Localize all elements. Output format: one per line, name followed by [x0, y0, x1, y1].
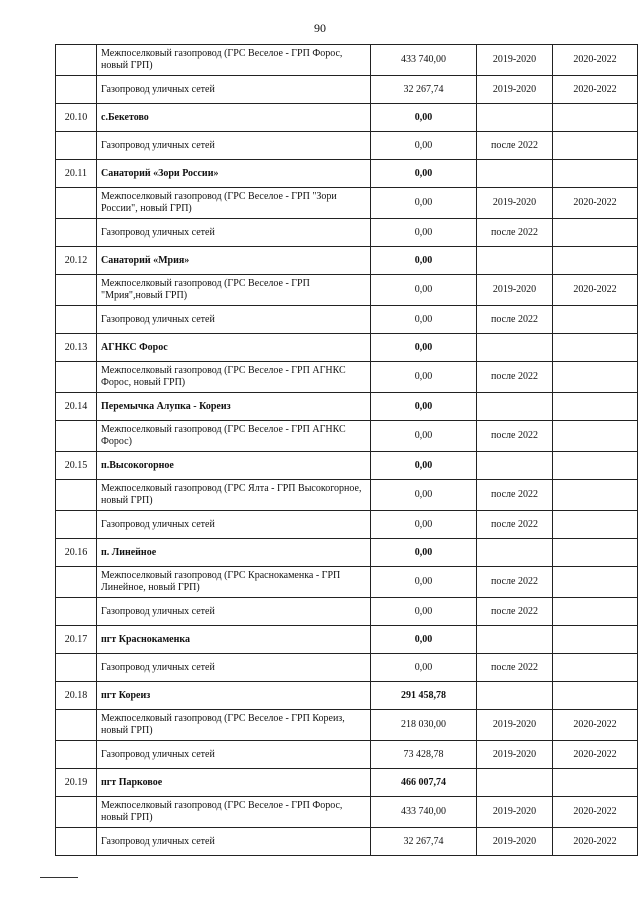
build-years: 2020-2022: [553, 797, 638, 828]
section-row: [56, 539, 638, 567]
row-number: [56, 710, 97, 741]
cost-value: 0,00: [371, 598, 477, 626]
cost-value: 0,00: [371, 160, 477, 188]
build-years: [553, 539, 638, 567]
design-years: 2019-2020: [477, 797, 553, 828]
design-years: после 2022: [477, 598, 553, 626]
design-years: [477, 682, 553, 710]
design-years: 2019-2020: [477, 741, 553, 769]
object-name: Перемычка Алупка - Кореиз: [97, 393, 371, 421]
row-number: [56, 306, 97, 334]
design-years: после 2022: [477, 132, 553, 160]
row-number: [56, 828, 97, 856]
cost-value: 433 740,00: [371, 45, 477, 76]
row-number: [56, 275, 97, 306]
table-body: [56, 45, 638, 856]
cost-value: 466 007,74: [371, 769, 477, 797]
table-row: [56, 511, 638, 539]
object-name: Межпоселковый газопровод (ГРС Веселое - ГРП АГНКС Форос, новый ГРП): [97, 362, 371, 393]
row-number: 20.19: [56, 769, 97, 797]
design-years: [477, 104, 553, 132]
design-years: после 2022: [477, 567, 553, 598]
cost-value: 32 267,74: [371, 828, 477, 856]
row-number: 20.14: [56, 393, 97, 421]
design-years: [477, 247, 553, 275]
build-years: [553, 219, 638, 247]
row-number: [56, 362, 97, 393]
build-years: [553, 769, 638, 797]
design-years: 2019-2020: [477, 45, 553, 76]
row-number: [56, 654, 97, 682]
page-number: 90: [314, 21, 326, 35]
build-years: [553, 247, 638, 275]
table-row: [56, 480, 638, 511]
build-years: 2020-2022: [553, 76, 638, 104]
row-number: 20.10: [56, 104, 97, 132]
cost-value: 0,00: [371, 511, 477, 539]
object-name: Межпоселковый газопровод (ГРС Веселое - ГРП "Зори России", новый ГРП): [97, 188, 371, 219]
row-number: [56, 76, 97, 104]
row-number: [56, 511, 97, 539]
row-number: 20.17: [56, 626, 97, 654]
row-number: 20.16: [56, 539, 97, 567]
table-row: [56, 567, 638, 598]
table-row: [56, 710, 638, 741]
build-years: 2020-2022: [553, 188, 638, 219]
design-years: 2019-2020: [477, 188, 553, 219]
row-number: [56, 797, 97, 828]
row-number: [56, 421, 97, 452]
table-row: [56, 306, 638, 334]
design-years: после 2022: [477, 362, 553, 393]
table-row: [56, 275, 638, 306]
object-name: Межпоселковый газопровод (ГРС Веселое - ГРП Форос, новый ГРП): [97, 797, 371, 828]
design-years: после 2022: [477, 306, 553, 334]
footnote-divider: [40, 877, 78, 878]
design-years: после 2022: [477, 219, 553, 247]
design-years: 2019-2020: [477, 275, 553, 306]
object-name: Газопровод уличных сетей: [97, 741, 371, 769]
row-number: [56, 567, 97, 598]
object-name: п. Линейное: [97, 539, 371, 567]
object-name: с.Бекетово: [97, 104, 371, 132]
object-name: пгт Краснокаменка: [97, 626, 371, 654]
table-row: [56, 797, 638, 828]
table-row: [56, 421, 638, 452]
table-row: [56, 45, 638, 76]
design-years: после 2022: [477, 511, 553, 539]
build-years: [553, 654, 638, 682]
cost-value: 0,00: [371, 219, 477, 247]
build-years: [553, 306, 638, 334]
build-years: [553, 132, 638, 160]
object-name: Газопровод уличных сетей: [97, 654, 371, 682]
design-years: [477, 769, 553, 797]
build-years: [553, 480, 638, 511]
cost-value: 0,00: [371, 247, 477, 275]
table-row: [56, 219, 638, 247]
build-years: 2020-2022: [553, 741, 638, 769]
row-number: 20.11: [56, 160, 97, 188]
design-years: после 2022: [477, 480, 553, 511]
cost-value: 0,00: [371, 626, 477, 654]
cost-value: 32 267,74: [371, 76, 477, 104]
row-number: 20.13: [56, 334, 97, 362]
design-years: [477, 393, 553, 421]
section-row: [56, 626, 638, 654]
object-name: Межпоселковый газопровод (ГРС Веселое - ГРП Форос, новый ГРП): [97, 45, 371, 76]
table-row: [56, 362, 638, 393]
object-name: пгт Кореиз: [97, 682, 371, 710]
section-row: [56, 769, 638, 797]
build-years: 2020-2022: [553, 710, 638, 741]
build-years: [553, 393, 638, 421]
row-number: 20.18: [56, 682, 97, 710]
build-years: [553, 160, 638, 188]
table-row: [56, 598, 638, 626]
object-name: Межпоселковый газопровод (ГРС Краснокаменка - ГРП Линейное, новый ГРП): [97, 567, 371, 598]
object-name: Межпоселковый газопровод (ГРС Ялта - ГРП Высокогорное, новый ГРП): [97, 480, 371, 511]
row-number: [56, 598, 97, 626]
section-row: [56, 247, 638, 275]
cost-value: 0,00: [371, 188, 477, 219]
build-years: [553, 362, 638, 393]
object-name: АГНКС Форос: [97, 334, 371, 362]
table-row: [56, 188, 638, 219]
section-row: [56, 104, 638, 132]
object-name: Газопровод уличных сетей: [97, 828, 371, 856]
cost-value: 433 740,00: [371, 797, 477, 828]
object-name: Газопровод уличных сетей: [97, 511, 371, 539]
design-years: 2019-2020: [477, 76, 553, 104]
cost-value: 0,00: [371, 334, 477, 362]
build-years: [553, 511, 638, 539]
cost-value: 0,00: [371, 104, 477, 132]
row-number: [56, 188, 97, 219]
cost-value: 0,00: [371, 539, 477, 567]
row-number: [56, 132, 97, 160]
design-years: [477, 334, 553, 362]
row-number: [56, 480, 97, 511]
design-years: [477, 160, 553, 188]
build-years: 2020-2022: [553, 828, 638, 856]
cost-value: 0,00: [371, 480, 477, 511]
object-name: Межпоселковый газопровод (ГРС Веселое - ГРП АГНКС Форос): [97, 421, 371, 452]
design-years: после 2022: [477, 654, 553, 682]
cost-value: 0,00: [371, 362, 477, 393]
object-name: Газопровод уличных сетей: [97, 76, 371, 104]
cost-value: 0,00: [371, 132, 477, 160]
object-name: пгт Парковое: [97, 769, 371, 797]
object-name: Межпоселковый газопровод (ГРС Веселое - ГРП Кореиз, новый ГРП): [97, 710, 371, 741]
build-years: [553, 682, 638, 710]
build-years: [553, 567, 638, 598]
table-row: [56, 132, 638, 160]
design-years: после 2022: [477, 421, 553, 452]
design-years: [477, 452, 553, 480]
object-name: Газопровод уличных сетей: [97, 132, 371, 160]
row-number: [56, 741, 97, 769]
section-row: [56, 393, 638, 421]
cost-value: 0,00: [371, 654, 477, 682]
build-years: [553, 104, 638, 132]
object-name: Газопровод уличных сетей: [97, 219, 371, 247]
cost-value: 0,00: [371, 567, 477, 598]
table-row: [56, 741, 638, 769]
cost-value: 0,00: [371, 306, 477, 334]
build-years: 2020-2022: [553, 45, 638, 76]
row-number: [56, 219, 97, 247]
object-name: Газопровод уличных сетей: [97, 306, 371, 334]
table-row: [56, 76, 638, 104]
design-years: [477, 539, 553, 567]
object-name: Межпоселковый газопровод (ГРС Веселое - ГРП "Мрия",новый ГРП): [97, 275, 371, 306]
table-row: [56, 828, 638, 856]
cost-value: 0,00: [371, 421, 477, 452]
table-row: [56, 654, 638, 682]
build-years: 2020-2022: [553, 275, 638, 306]
build-years: [553, 421, 638, 452]
cost-value: 0,00: [371, 275, 477, 306]
gas-pipeline-table: [55, 44, 638, 856]
row-number: 20.12: [56, 247, 97, 275]
row-number: [56, 45, 97, 76]
build-years: [553, 598, 638, 626]
cost-value: 218 030,00: [371, 710, 477, 741]
object-name: п.Высокогорное: [97, 452, 371, 480]
design-years: 2019-2020: [477, 710, 553, 741]
build-years: [553, 334, 638, 362]
build-years: [553, 452, 638, 480]
row-number: 20.15: [56, 452, 97, 480]
design-years: [477, 626, 553, 654]
cost-value: 73 428,78: [371, 741, 477, 769]
cost-value: 0,00: [371, 452, 477, 480]
section-row: [56, 334, 638, 362]
section-row: [56, 452, 638, 480]
object-name: Санаторий «Мрия»: [97, 247, 371, 275]
cost-value: 291 458,78: [371, 682, 477, 710]
object-name: Санаторий «Зори России»: [97, 160, 371, 188]
build-years: [553, 626, 638, 654]
section-row: [56, 160, 638, 188]
section-row: [56, 682, 638, 710]
cost-value: 0,00: [371, 393, 477, 421]
object-name: Газопровод уличных сетей: [97, 598, 371, 626]
design-years: 2019-2020: [477, 828, 553, 856]
